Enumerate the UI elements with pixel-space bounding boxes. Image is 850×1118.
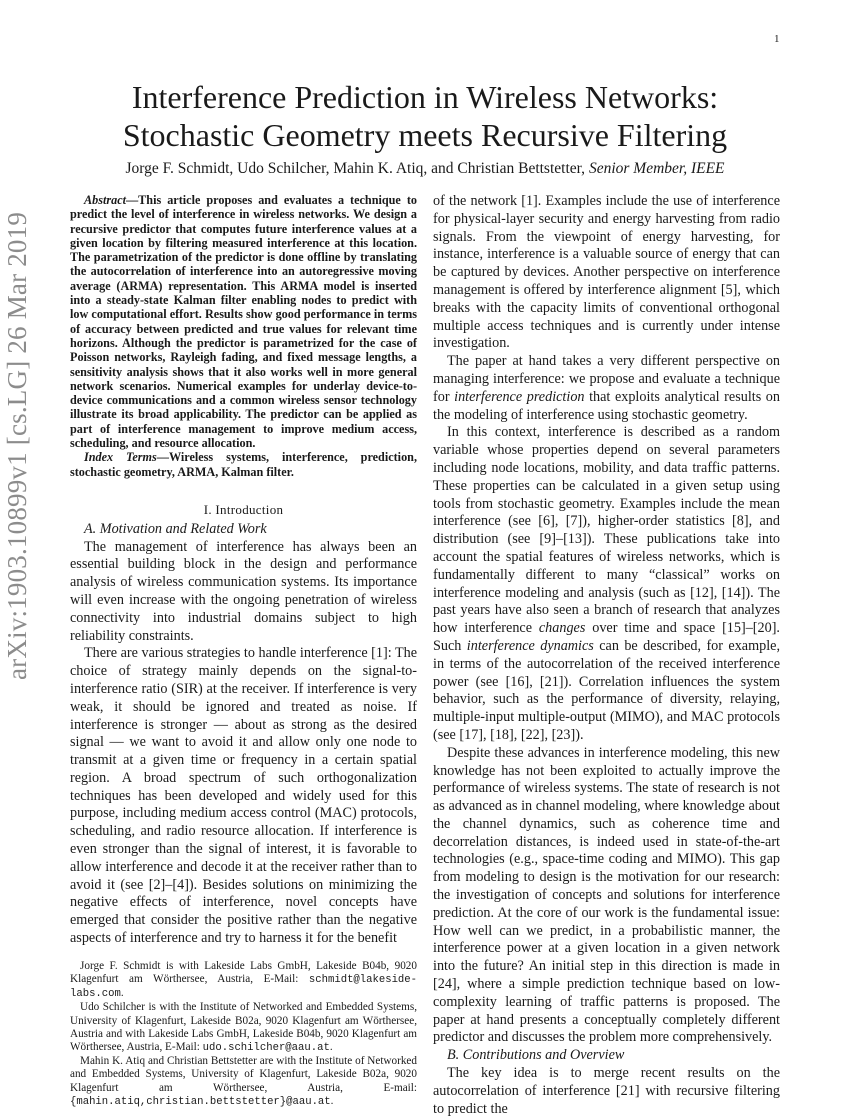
title-line-2: Stochastic Geometry meets Recursive Filtering — [122, 117, 728, 153]
emphasis: interference dynamics — [466, 637, 594, 654]
footnote-schmidt: Jorge F. Schmidt is with Lakeside Labs GmbH, Lakeside B04b, 9020 Klagenfurt am Wörthersee, Austria, E-Mail: schmidt@lakeside-labs.com. — [70, 959, 417, 1001]
index-terms-label: Index Terms — [84, 450, 157, 465]
body-paragraph: of the network [1]. Examples include the use of interference for physical-layer security and energy harvesting from radio signals. From the viewpoint of energy harvesting, for instance, interference is a valuable source of energy that can be captured by devices. Another perspective on interference management is offered by interference alignment [5], which breaks with the capacity limits of conventional orthogonal multiple access techniques and is currently under intense investigation. — [433, 193, 780, 352]
footnote-atiq-bettstetter: Mahin K. Atiq and Christian Bettstetter are with the Institute of Networked and Embedded Systems, University of Klagenfurt, Lakeside B02a, 9020 Klagenfurt am Wörthersee, Austria, E-mail: {mahin.atiq,christian.bettstetter}@aau.at. — [70, 1055, 417, 1108]
authors-membership: Senior Member, IEEE — [588, 160, 725, 177]
subsection-heading-contributions: B. Contributions and Overview — [447, 1047, 625, 1064]
email-link[interactable]: schmidt@lakeside-labs.com — [70, 974, 417, 1001]
title-line-1: Interference Prediction in Wireless Networks: — [131, 79, 719, 115]
author-footnotes — [70, 960, 417, 1109]
body-paragraph: The paper at hand takes a very different perspective on managing interference: we propose and evaluate a technique for interference prediction that exploits analytical results on the modeling of interference using stochastic geometry. — [433, 353, 780, 423]
left-column — [70, 193, 417, 1109]
emphasis: interference prediction — [454, 388, 585, 405]
subsection-heading-motivation: A. Motivation and Related Work — [84, 520, 267, 537]
index-terms — [70, 450, 417, 479]
email-link[interactable]: {mahin.atiq,christian.bettstetter}@aau.at — [70, 1095, 331, 1108]
email-link[interactable]: udo.schilcher@aau.at — [202, 1042, 330, 1055]
body-paragraph: The management of interference has always been an essential building block in the design and performance analysis of wireless communication systems. Its importance will even increase with the ongoing penetration of wireless connectivity into industrial domains subject to high reliability constraints. — [70, 538, 417, 644]
body-paragraph: Despite these advances in interference modeling, this new knowledge has not been exploited to actually improve the performance of wireless systems. The state of research is not as advanced as in channel modeling, where knowledge about the channel dynamics, such as coherence time and decorrelation distances, is indeed used in state-of-the-art technologies (e.g., space-time coding and MIMO). This gap from modeling to design is the motivation for our research: the investigation of concepts and solutions for interference prediction. At the core of our work is the fundamental issue: How well can we predict, in a probabilistic manner, the interference power at a given location in a given network into the future? An initial step in this direction is made in [24], where a simple prediction technique based on low-complexity learning of traffic patterns is proposed. The paper at hand presents a conceptually completely different predictor and discusses the problem more comprehensively. — [433, 744, 780, 1046]
abstract-text: —This article proposes and evaluates a technique to predict the level of interference in wireless networks. We design a recursive predictor that computes future interference values at a given location by filtering measured interference at this location. The parametrization of the predictor is done offline by translating the autocorrelation of interference into an autoregressive moving average (ARMA) representation. This ARMA model is inserted into a steady-state Kalman filter enabling nodes to predict with low computational effort. Results show good performance in terms of accuracy between predicted and true values for relevant time horizons. Although the predictor is parametrized for the case of Poisson networks, Rayleigh fading, and fixed message lengths, a sensitivity analysis shows that it also works well in more general network scenarios. Numerical examples for underlay device-to-device communications and a common wireless sensor technology illustrate its broad applicability. The predictor can be applied as part of interference management to improve medium access, scheduling, and resource allocation. — [70, 193, 417, 451]
abstract-label: Abstract — [84, 193, 126, 207]
abstract — [70, 193, 417, 450]
authors-names: Jorge F. Schmidt, Udo Schilcher, Mahin K. Atiq, and Christian Bettstetter, — [125, 160, 589, 177]
emphasis: changes — [538, 620, 586, 637]
arxiv-stamp: arXiv:1903.10899v1 [cs.LG] 26 Mar 2019 — [2, 211, 32, 680]
index-terms-text: —Wireless systems, interference, prediction, stochastic geometry, ARMA, Kalman filter. — [70, 450, 417, 479]
section-heading-introduction: I. Introduction — [203, 501, 284, 517]
right-column — [433, 193, 780, 1118]
body-paragraph: The key idea is to merge recent results on the autocorrelation of interference [21] with recursive filtering to predict the — [433, 1065, 780, 1117]
body-paragraph: There are various strategies to handle interference [1]: The choice of strategy mainly depends on the signal-to-interference ratio (SIR) at the receiver. If interference is very weak, it should be ignored and treated as noise. If interference is stronger — about as strong as the desired signal — we want to avoid it and allow only one node to transmit at a given time or frequency in a certain spatial region. A broad spectrum of such orthogonalization techniques has been developed and widely used for this purpose, including medium access control (MAC) protocols, scheduling, and radio resource allocation. If interference is even stronger than the signal of interest, it is favorable to allow interference and decode it at the receiver rather than to avoid it (see [2]–[4]). Besides solutions on minimizing the negative effects of interference, novel concepts have emerged that consider the positive rather than the negative aspects of interference and try to harness it for the benefit — [70, 645, 417, 947]
page-number: 1 — [774, 33, 780, 45]
footnote-schilcher: Udo Schilcher is with the Institute of Networked and Embedded Systems, University of Klagenfurt, Lakeside B02a, 9020 Klagenfurt am Wörthersee, Austria and with Lakeside Labs GmbH, Lakeside B04b, 9020 Klagenfurt am Wörthersee, Austria, E-Mail: udo.schilcher@aau.at. — [70, 1001, 417, 1055]
author-list — [60, 160, 790, 178]
paper-title — [60, 78, 790, 154]
body-paragraph: In this context, interference is described as a random variable whose properties depend on several parameters including node locations, mobility, and data traffic patterns. These properties can be calculated in a given setup using tools from stochastic geometry. Examples include the mean interference (see [6], [7]), higher-order statistics [8], and distribution (see [9]–[13]). These publications take into account the spatial features of wireless networks, which is fundamentally different to many “classical” works on interference modeling and analysis (such as [12], [14]). The past years have also seen a branch of research that analyzes how interference changes over time and space [15]–[20]. Such interference dynamics can be described, for example, in terms of the autocorrelation of the received interference power (see [16], [21]). Correlation influences the system behavior, such as the performance of diversity, relaying, multiple-input multiple-output (MIMO), and MAC protocols (see [17], [18], [22], [23]). — [433, 424, 780, 743]
